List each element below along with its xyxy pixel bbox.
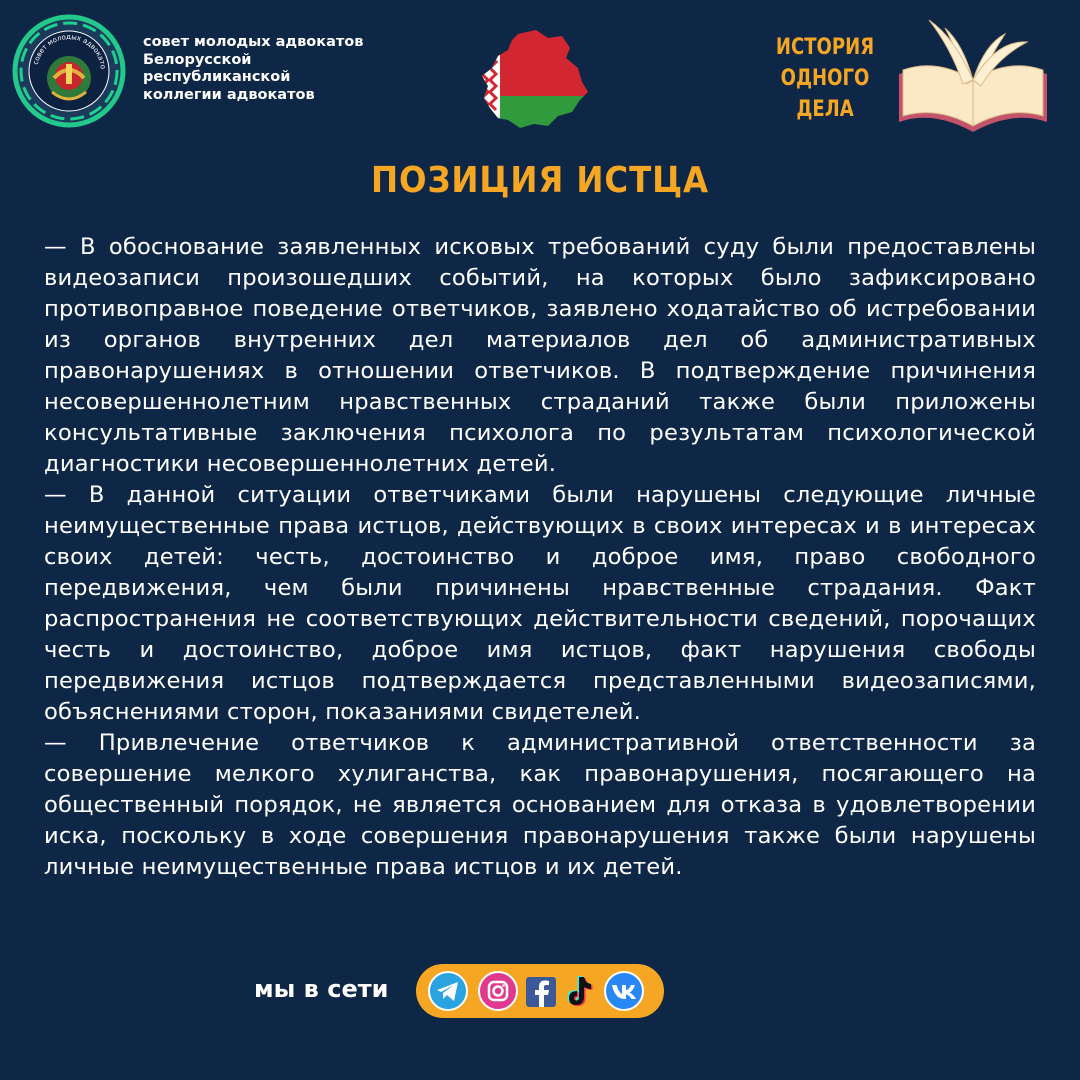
belarus-map-icon	[478, 28, 594, 132]
series-title-line: ИСТОРИЯ	[775, 35, 875, 60]
logo-ring-text: совет молодых адвокато	[31, 32, 107, 70]
org-line: совет молодых адвокатов	[143, 34, 364, 50]
main-text	[44, 232, 1036, 883]
tiktok-icon[interactable]	[558, 971, 598, 1011]
series-title-line: ОДНОГО	[780, 66, 870, 91]
vk-icon[interactable]	[604, 971, 644, 1011]
paragraph: — Привлечение ответчиков к административной ответственности за совершение мелкого хулиганства, как правонарушения, посягающего на общественный порядок, не является основанием для отказа в удовлетворении иска, поскольку в ходе совершения правонарушения также были нарушены личные неимущественные права истцов и их детей.	[44, 730, 1036, 880]
social-label: мы в сети	[254, 975, 389, 1003]
org-line: коллегии адвокатов	[143, 86, 315, 103]
series-title	[772, 32, 879, 125]
paragraph: — В данной ситуации ответчиками были нарушены следующие личные неимущественные права истцов, действующих в своих интересах и в интересах своих детей: честь, достоинство и доброе имя, право свободного передвижения, чем были причинены нравственные страдания. Факт распространения не соответствующих действительности сведений, порочащих честь и достоинство, доброе имя истцов, факт нарушения свободы передвижения истцов подтверждается представленными видеозаписями, объяснениями сторон, показаниями свидетелей.	[44, 482, 1036, 725]
paragraph: — В обоснование заявленных исковых требований суду были предоставлены видеозаписи произошедших событий, на которых было зафиксировано противоправное поведение ответчиков, заявлено ходатайство об истребовании из органов внутренних дел материалов дел об административных правонарушениях в отношении ответчиков. В подтверждение причинения несовершеннолетним нравственных страданий также были приложены консультативные заключения психолога по результатам психологической диагностики несовершеннолетних детей.	[44, 234, 1036, 477]
facebook-icon[interactable]	[522, 971, 562, 1011]
series-title-line: ДЕЛА	[796, 97, 854, 122]
telegram-icon[interactable]	[428, 971, 468, 1011]
org-line: Белорусской	[143, 51, 252, 68]
social-links-bar	[416, 964, 664, 1018]
open-book-icon	[893, 14, 1053, 136]
organization-name	[143, 34, 403, 104]
instagram-icon[interactable]	[478, 971, 518, 1011]
council-logo	[12, 14, 126, 128]
org-line: республиканской	[143, 69, 291, 85]
page-title: ПОЗИЦИЯ ИСТЦА	[370, 160, 710, 201]
